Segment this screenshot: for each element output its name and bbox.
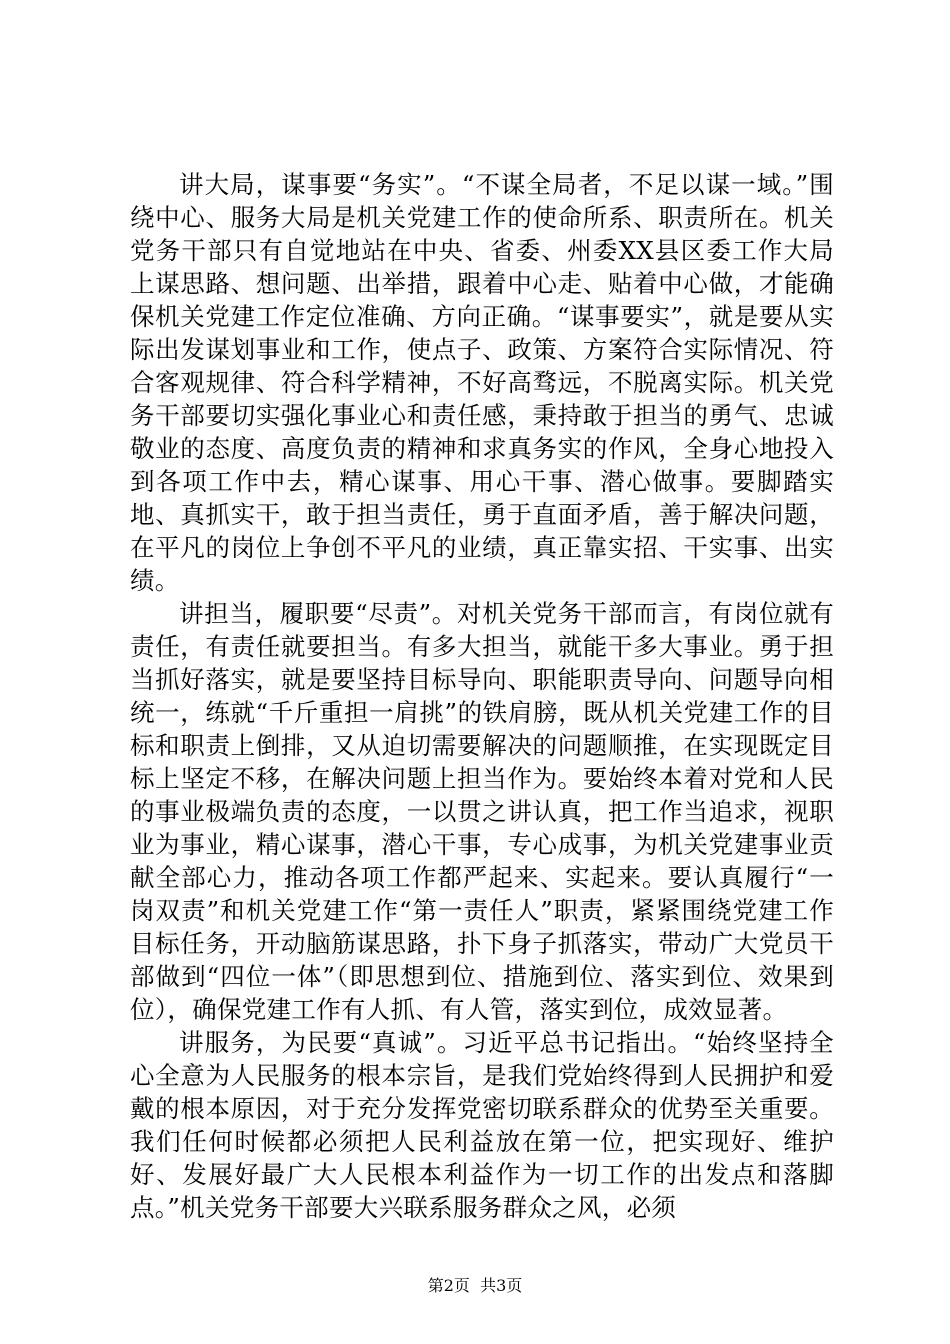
document-body [130,168,834,1224]
paragraph-2: 讲担当，履职要“尽责”。对机关党务干部而言，有岗位就有责任，有责任就要担当。有多大担当，就能干多大事业。勇于担当抓好落实，就是要坚持目标导向、职能职责导向、问题导向相统一，练就“千斤重担一肩挑”的铁肩膀，既从机关党建工作的目标和职责上倒排，又从迫切需要解决的问题顺推，在实现既定目标上坚定不移，在解决问题上担当作为。要始终本着对党和人民的事业极端负责的态度，一以贯之讲认真，把工作当追求，视职业为事业，精心谋事，潜心干事，专心成事，为机关党建事业贡献全部心力，推动各项工作都严起来、实起来。要认真履行“一岗双责”和机关党建工作“第一责任人”职责，紧紧围绕党建工作目标任务，开动脑筋谋思路，扑下身子抓落实，带动广大党员干部做到“四位一体”（即思想到位、措施到位、落实到位、效果到位），确保党建工作有人抓、有人管，落实到位，成效显著。 [130,599,835,1024]
page-number-label: 第2页 共3页 [427,1276,523,1295]
page-footer [0,1276,950,1296]
paragraph-3: 讲服务，为民要“真诚”。习近平总书记指出。“始终坚持全心全意为人民服务的根本宗旨，是我们党始终得到人民拥护和爱戴的根本原因，对于充分发挥党密切联系群众的优势至关重要。我们任何时候都必须把人民利益放在第一位，把实现好、维护好、发展好最广大人民根本利益作为一切工作的出发点和落脚点。”机关党务干部要大兴联系服务群众之风，必须 [130,1028,834,1222]
paragraph-1: 讲大局，谋事要“务实”。“不谋全局者，不足以谋一域。”围绕中心、服务大局是机关党建工作的使命所系、职责所在。机关党务干部只有自觉地站在中央、省委、州委XX县区委工作大局上谋思路、想问题、出举措，跟着中心走、贴着中心做，才能确保机关党建工作定位准确、方向正确。“谋事要实”，就是要从实际出发谋划事业和工作，使点子、政策、方案符合实际情况、符合客观规律、符合科学精神，不好高骛远，不脱离实际。机关党务干部要切实强化事业心和责任感，秉持敢于担当的勇气、忠诚敬业的态度、高度负责的精神和求真务实的作风，全身心地投入到各项工作中去，精心谋事、用心干事、潜心做事。要脚踏实地、真抓实干，敢于担当责任，勇于直面矛盾，善于解决问题，在平凡的岗位上争创不平凡的业绩，真正靠实招、干实事、出实绩。 [130,170,834,595]
